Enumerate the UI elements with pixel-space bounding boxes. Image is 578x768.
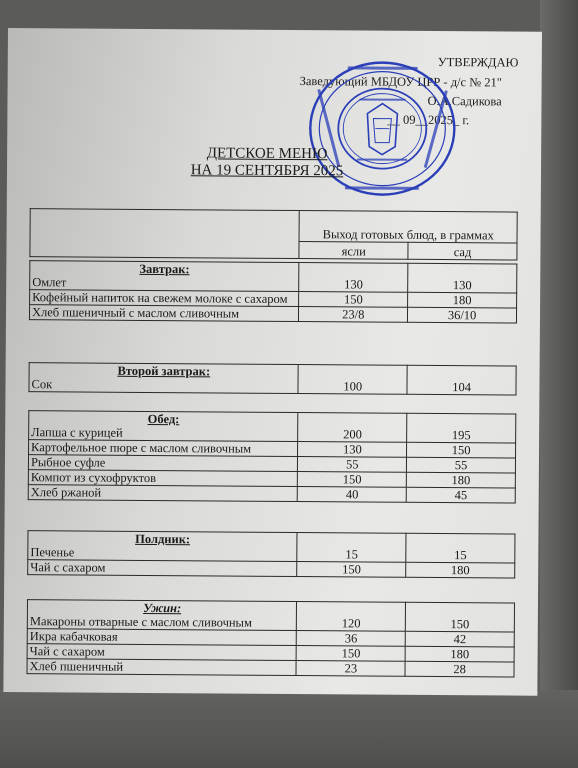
dish-name: Сок [31, 377, 53, 392]
menu-date-title: НА 19 СЕНТЯБРЯ 2025 [190, 162, 344, 180]
table-row [29, 305, 516, 323]
approval-date: __ 09__2025_ г. [387, 112, 470, 128]
dish-cell [28, 455, 298, 472]
dish-name: Хлеб пшеничный [29, 659, 124, 674]
menu-sheet [3, 28, 542, 696]
garden-portion: 195 [407, 413, 516, 443]
meal-heading: Завтрак: [139, 261, 190, 277]
meal-table [27, 530, 515, 578]
dish-name: Хлеб пшеничный с маслом сливочным [31, 305, 240, 321]
table-row [30, 261, 517, 293]
dish-name: Компот из сухофруктов [30, 470, 157, 486]
garden-portion: 45 [406, 487, 515, 503]
dish-name: Рыбное суфле [30, 455, 106, 470]
garden-portion: 180 [407, 472, 516, 488]
nursery-portion: 150 [297, 562, 406, 578]
output-header: Выход готовых блюд, в граммах [299, 211, 517, 244]
garden-portion: 55 [407, 457, 516, 473]
dish-cell [28, 560, 298, 577]
garden-portion: 180 [405, 646, 514, 662]
table-row [27, 600, 514, 632]
approval-position: Заведующий МБДОУ ЦРР - д/с № 21" [299, 74, 502, 90]
garden-portion: 130 [408, 263, 517, 293]
approval-signature-name: О.А.Садикова [427, 93, 502, 109]
nursery-portion: 55 [298, 457, 407, 473]
meal-table [28, 362, 516, 395]
nursery-portion: 130 [298, 442, 407, 458]
dish-cell [28, 485, 298, 502]
dish-name: Хлеб ржаной [30, 485, 102, 500]
table-row [27, 659, 514, 677]
nursery-portion: 23/8 [299, 307, 408, 323]
table-header [29, 208, 517, 260]
garden-portion: 150 [406, 602, 515, 632]
meal-table [29, 260, 517, 323]
dish-cell [29, 440, 299, 457]
meal-heading: Обед: [147, 411, 180, 427]
garden-portion: 180 [406, 562, 515, 578]
meal-table [26, 599, 515, 677]
dish-name: Икра кабачковая [29, 629, 118, 644]
garden-portion: 150 [407, 442, 516, 458]
table-row [28, 485, 515, 503]
dish-cell [29, 411, 299, 442]
dish-cell [29, 305, 299, 322]
nursery-portion: 200 [298, 413, 407, 443]
header-dish-cell [30, 209, 300, 259]
dish-cell [27, 659, 297, 676]
nursery-portion: 23 [296, 661, 405, 677]
garden-portion: 104 [407, 365, 516, 395]
col-nursery-header: ясли [299, 242, 408, 260]
dish-name: Чай с сахаром [29, 644, 105, 659]
meal-heading: Второй завтрак: [117, 363, 211, 379]
nursery-portion: 15 [297, 533, 406, 563]
dish-name: Лапша с курицей [31, 425, 123, 440]
nursery-portion: 150 [299, 292, 408, 308]
garden-portion: 15 [406, 533, 515, 563]
garden-portion: 36/10 [408, 307, 517, 323]
dish-cell [28, 470, 298, 487]
nursery-portion: 150 [297, 646, 406, 662]
table-row [29, 411, 516, 443]
table-row [28, 531, 515, 563]
dish-cell [30, 261, 300, 292]
dish-cell [27, 600, 297, 631]
garden-portion: 42 [405, 631, 514, 647]
dish-name: Макароны отварные с маслом сливочным [29, 614, 252, 630]
table-row [28, 560, 515, 578]
dish-cell [29, 363, 299, 394]
nursery-portion: 130 [299, 263, 408, 293]
dish-name: Кофейный напиток на свежем молоке с сахаром [32, 290, 288, 306]
approval-heading: УТВЕРЖДАЮ [437, 55, 519, 70]
background-floor [0, 690, 578, 768]
nursery-portion: 150 [298, 472, 407, 488]
meal-heading: Ужин: [143, 600, 182, 616]
garden-portion: 180 [408, 292, 517, 308]
background-edge [540, 0, 578, 768]
dish-name: Омлет [32, 275, 67, 290]
dish-name: Картофельное пюре с маслом сливочным [31, 440, 252, 456]
dish-name: Чай с сахаром [30, 560, 106, 575]
nursery-portion: 40 [298, 487, 407, 503]
col-garden-header: сад [408, 242, 517, 260]
nursery-portion: 100 [298, 365, 407, 395]
dish-cell [27, 629, 297, 646]
dish-name: Печенье [30, 545, 75, 560]
dish-cell [28, 531, 298, 562]
meal-heading: Полдник: [135, 531, 191, 547]
nursery-portion: 36 [297, 631, 406, 647]
garden-portion: 28 [405, 661, 514, 677]
meal-table [28, 410, 517, 503]
dish-cell [27, 644, 297, 661]
dish-cell [30, 290, 300, 307]
nursery-portion: 120 [297, 602, 406, 632]
menu-title: ДЕТСКОЕ МЕНЮ [206, 145, 328, 163]
table-row [29, 363, 516, 395]
